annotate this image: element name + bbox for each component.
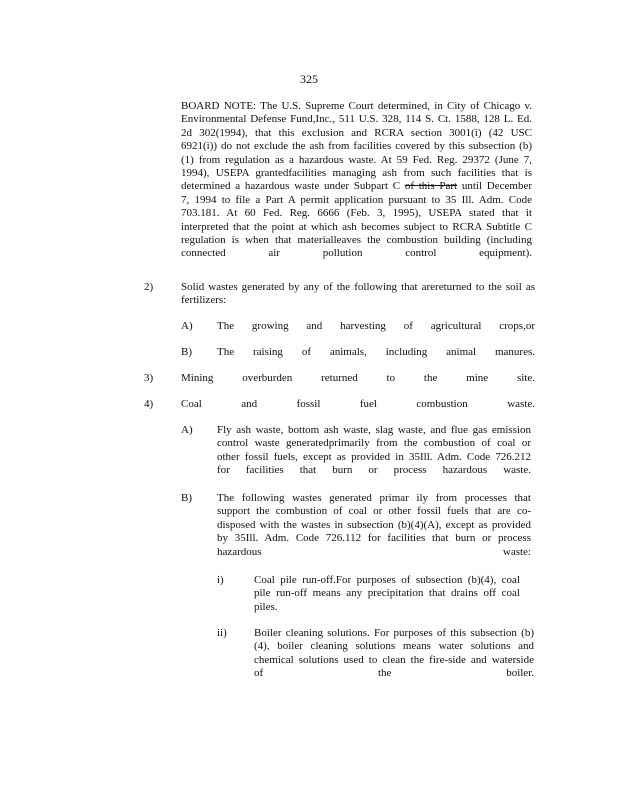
item-number: 3): [144, 372, 154, 384]
item-number: B): [181, 346, 192, 358]
item-number: 2): [144, 281, 154, 293]
item-text: Coal and fossil fuel combustion waste.: [181, 398, 535, 410]
board-note-struck-text: of this Part: [404, 180, 458, 193]
item-number: A): [181, 424, 193, 436]
item-number: 4): [144, 398, 154, 410]
item-text: Fly ash waste, bottom ash waste, slag waste, and flue gas emission control waste generatedprimarily from the combustion of coal or other fossil fuels, except as provided in 35Ill. Adm. Code 726.212 for facilities that burn or process hazardous waste.: [217, 424, 531, 477]
board-note-text: BOARD NOTE: The U.S. Supreme Court determined, in City of Chicago v. Environmental Defense Fund,Inc., 511 U.S. 328, 114 S. Ct. 1588, 128 L. Ed. 2d 302(1994), that this exclusion and RCRA section 3001(i) (42 USC 6921(i)) do not exclude the ash from facilities covered by this subsection (b)(1) from regulation as a hazardous waste. At 59 Fed. Reg. 29372 (June 7, 1994), USEPA grantedfacilities managing ash from such facilities that is determined a hazardous waste under Subpart C: [181, 100, 532, 193]
item-text: The following wastes generated primar ily from processes that support the combustion of coal or other fossil fuels that are co-disposed with the wastes in subsection (b)(4)(A), except as provided by 35Ill. Adm. Code 726.112 for facilities that burn or process hazardous waste:: [217, 492, 531, 558]
item-number: A): [181, 320, 193, 332]
item-text: Solid wastes generated by any of the following that arereturned to the soil as fertilizers:: [181, 281, 535, 307]
page-number: 325: [300, 72, 318, 86]
item-number: B): [181, 492, 192, 504]
item-text: Coal pile run-off.For purposes of subsection (b)(4), coal pile run-off means any precipitation that drains off coal piles.: [254, 574, 520, 613]
item-text: Mining overburden returned to the mine site.: [181, 372, 535, 384]
item-number: ii): [217, 627, 227, 639]
item-number: i): [217, 574, 224, 586]
board-note: [181, 100, 532, 274]
item-text: Boiler cleaning solutions. For purposes of this subsection (b)(4), boiler cleaning solutions means water solutions and chemical solutions used to clean the fire-side and waterside of the boiler.: [254, 627, 534, 680]
item-text: The raising of animals, including animal manures.: [217, 346, 535, 358]
board-note-text-continued: until December 7, 1994 to file a Part A permit application pursuant to 35 Ill. Adm. Code 703.181. At 60 Fed. Reg. 6666 (Feb. 3, 1995), USEPA stated that it interpreted that the point at which ash becomes subject to RCRA Subtitle C regulation is when that materialleaves the combustion building (including connected air pollution control equipment).: [181, 180, 532, 260]
item-text: The growing and harvesting of agricultural crops,or: [217, 320, 535, 332]
